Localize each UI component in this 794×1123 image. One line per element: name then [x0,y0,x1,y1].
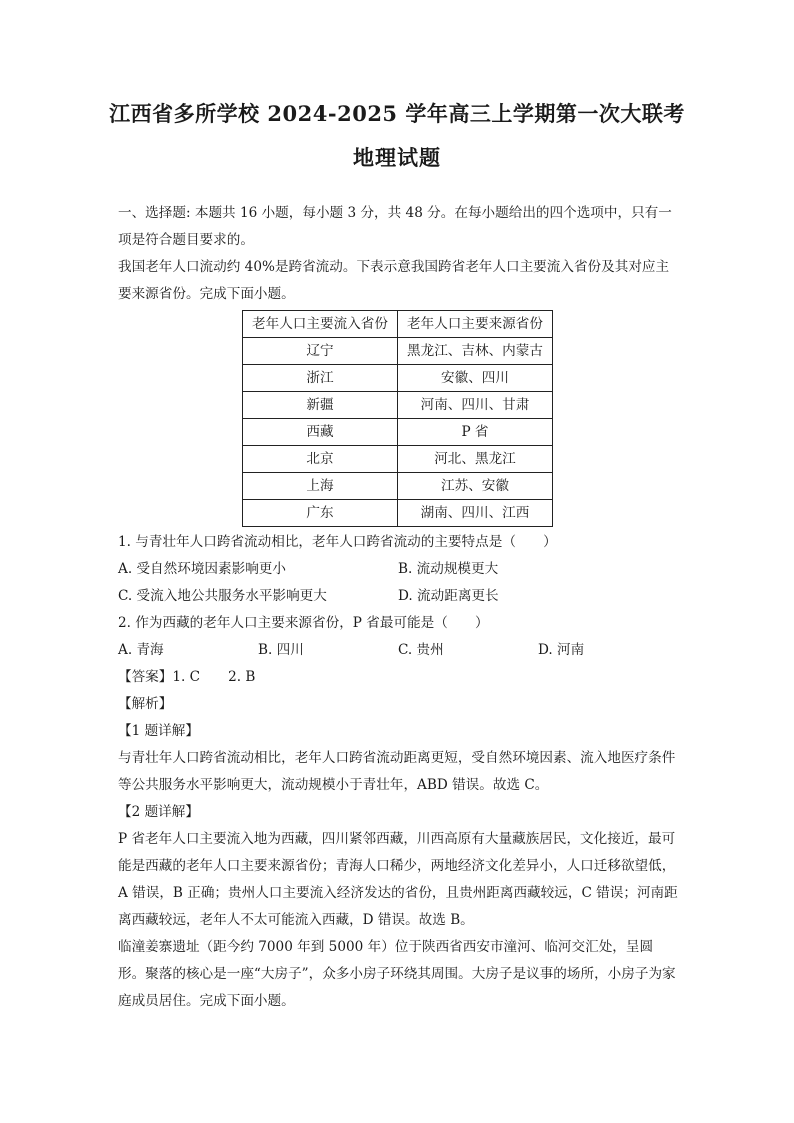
table-header-cell: 老年人口主要来源省份 [398,311,553,338]
table-row [243,419,553,446]
table-cell: 浙江 [243,365,398,392]
question-2-stem: 2. 作为西藏的老年人口主要来源省份，P 省最可能是（ ） [118,615,489,631]
table-cell: 北京 [243,446,398,473]
detail-1-text: 与青壮年人口跨省流动相比，老年人口跨省流动距离更短，受自然环境因素、流入地医疗条件等公共服务水平影响更大，流动规模小于青壮年，ABD 错误。故选 C。 [118,750,676,793]
table-cell: 辽宁 [243,338,398,365]
document-title: 江西省多所学校 2024-2025 学年高三上学期第一次大联考 [109,101,685,126]
answer-line [118,664,678,691]
table-row [243,365,553,392]
table-cell: 安徽、四川 [398,365,553,392]
table-row [243,338,553,365]
detail-1-label: 【1 题详解】 [118,723,199,739]
option-d: D. 流动距离更长 [398,588,499,604]
material-paragraph-2: 临潼姜寨遗址（距今约 7000 年到 5000 年）位于陕西省西安市潼河、临河交汇处，呈圆形。聚落的核心是一座“大房子”，众多小房子环绕其周围。大房子是议事的场所，小房子为家庭成员居住。完成下面小题。 [118,939,676,1009]
migration-table [242,310,553,527]
table-cell: 上海 [243,473,398,500]
table-header-row [243,311,553,338]
material-paragraph-1: 我国老年人口流动约 40%是跨省流动。下表示意我国跨省老年人口主要流入省份及其对应主要来源省份。完成下面小题。 [118,259,670,302]
question-1-options-row-2 [118,583,678,610]
option-b: B. 流动规模更大 [398,561,499,577]
table-cell: 新疆 [243,392,398,419]
table-cell: 河南、四川、甘肃 [398,392,553,419]
analysis-label: 【解析】 [118,696,173,712]
document-body [118,200,678,1015]
table-cell: 湖南、四川、江西 [398,500,553,527]
option-d: D. 河南 [538,642,585,658]
option-b: B. 四川 [258,642,304,658]
document-subtitle: 地理试题 [353,145,441,170]
option-a: A. 受自然环境因素影响更小 [118,561,286,577]
section-intro: 一、选择题: 本题共 16 小题，每小题 3 分，共 48 分。在每小题给出的四个选项中，只有一项是符合题目要求的。 [118,205,672,248]
question-1-options-row-1 [118,556,678,583]
table-row [243,473,553,500]
table-cell: 广东 [243,500,398,527]
table-row [243,446,553,473]
answer-label: 【答案】1. C [118,669,201,685]
table-cell: 河北、黑龙江 [398,446,553,473]
table-cell: 江苏、安徽 [398,473,553,500]
table-cell: P 省 [398,419,553,446]
option-c: C. 贵州 [398,642,444,658]
question-1-stem: 1. 与青壮年人口跨省流动相比，老年人口跨省流动的主要特点是（ ） [118,534,557,550]
table-row [243,392,553,419]
table-cell: 黑龙江、吉林、内蒙古 [398,338,553,365]
question-2-options [118,637,678,664]
detail-2-text: P 省老年人口主要流入地为西藏，四川紧邻西藏，川西高原有大量藏族居民，文化接近，最可能是西藏的老年人口主要来源省份；青海人口稀少，两地经济文化差异小，人口迁移欲望低，A 错误，B 正确；贵州人口主要流入经济发达的省份，且贵州距离西藏较远，C 错误；河南距离西藏较远，老年人不太可能流入西藏，D 错误。故选 B。 [118,831,678,928]
table-header-cell: 老年人口主要流入省份 [243,311,398,338]
answer-2: 2. B [228,669,256,685]
table-row [243,500,553,527]
option-a: A. 青海 [118,642,164,658]
option-c: C. 受流入地公共服务水平影响更大 [118,588,327,604]
table-cell: 西藏 [243,419,398,446]
detail-2-label: 【2 题详解】 [118,804,199,820]
